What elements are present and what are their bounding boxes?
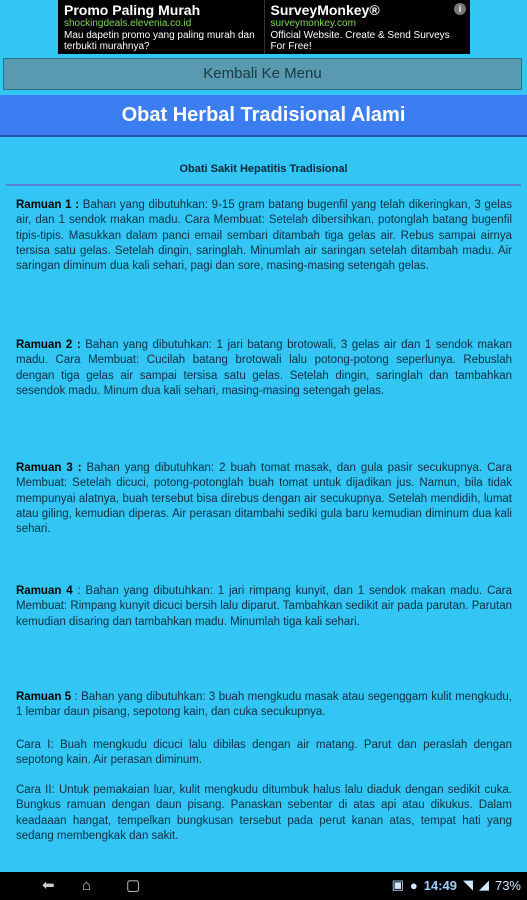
ad-left-url: shockingdeals.elevenia.co.id <box>64 18 192 29</box>
paragraph-label: Ramuan 5 <box>16 691 72 703</box>
paragraph-text: Bahan yang dibutuhkan: 9-15 gram batang bugenfil yang telah dikeringkan, 3 gelas air, dan 1 sendok makan madu. Cara Membuat: Setelah dibersihkan, potonglah batang bugenfil tipis-tipis. Masukkan dalam panci email sembari ditambah tiga gelas air. Rebus sampai airnya tersisa satu gelas. Setelah dingin, saringlah. Minumlah air saringan setelah ditambah madu. Air saringan diminum dua kali sehari, pagi dan sore, masing-masing setengah gelas. <box>16 199 512 273</box>
recents-icon[interactable]: ▢ <box>126 877 141 894</box>
status-area <box>392 877 521 893</box>
system-navigation-bar <box>0 872 527 900</box>
ad-right-url: surveymonkey.com <box>270 18 356 29</box>
article-subtitle: Obati Sakit Hepatitis Tradisional <box>179 163 348 175</box>
battery-level: 73% <box>494 877 521 893</box>
paragraph-ramuan-4 <box>16 584 512 630</box>
paragraph-text: : Bahan yang dibutuhkan: 1 jari rimpang kunyit, dan 1 sendok makan madu. Cara Membuat: Rimpang kunyit dicuci bersih lalu diparut. Tambahkan sedikit air pada parutan. Parutan kemudian disaring dan tambahkan madu. Minumlah tiga kali sehari. <box>16 585 512 628</box>
ad-area <box>0 0 527 54</box>
ad-right[interactable] <box>264 0 471 54</box>
back-arrow-icon[interactable]: ⬅ <box>42 877 55 894</box>
wifi-icon: ◥ <box>462 877 473 892</box>
clock: 14:49 <box>423 877 457 893</box>
paragraph-text: Bahan yang dibutuhkan: 1 jari batang brotowali, 3 gelas air dan 1 sendok makan madu. Cara Membuat: Cucilah batang brotowali lalu potong-potong seperlunya. Rebuslah dengan tiga gelas air sampai tersisa satu gelas. Setelah dingin, saringlah dan tambahkan sesendok madu. Minum dua kali sehari, masing-masing setengah gelas. <box>16 339 512 397</box>
paragraph-label: Ramuan 2 : <box>16 339 81 351</box>
ad-left-title: Promo Paling Murah <box>64 2 201 18</box>
paragraph-ramuan-2 <box>16 338 512 399</box>
paragraph-text: : Bahan yang dibutuhkan: 3 buah mengkudu masak atau segenggam kulit mengkudu, 1 lembar daun pisang, sepotong kain, dan cuka secukupnya. <box>16 691 512 719</box>
camera-icon: ▣ <box>391 877 404 892</box>
ad-left[interactable] <box>58 0 264 54</box>
divider <box>6 184 521 186</box>
paragraph-text: Bahan yang dibutuhkan: 2 buah tomat masak, dan gula pasir secukupnya. Cara Membuat: Setelah dicuci, potong-potonglah buah tomat untuk dijadikan jus. Namun, bila tidak mempunyai alatnya, buah tersebut bisa direbus dengan air secukupnya. Setelah mendidih, lumat atau giling, kemudian diperas. Air perasan ditambahi sediki gula baru kemudian diminum dua kali sehari. <box>16 462 512 536</box>
back-to-menu-button[interactable]: Kembali Ke Menu <box>3 58 522 90</box>
article-content[interactable] <box>0 137 527 872</box>
paragraph-ramuan-3 <box>16 461 512 537</box>
paragraph-cara-1 <box>16 738 512 769</box>
ad-right-title: SurveyMonkey® <box>270 2 380 18</box>
page-title: Obat Herbal Tradisional Alami <box>0 95 527 137</box>
ad-banner[interactable] <box>58 0 470 54</box>
ad-right-text: Official Website. Create & Send Surveys For Free! <box>270 30 450 52</box>
paragraph-cara-2 <box>16 783 512 844</box>
paragraph-label: Ramuan 3 : <box>16 462 82 474</box>
ad-info-icon[interactable]: i <box>454 3 466 15</box>
ad-left-text: Mau dapetin promo yang paling murah dan terbukti murahnya? <box>64 30 255 52</box>
app-icon: ● <box>409 877 418 893</box>
paragraph-text: Cara II: Untuk pemakaian luar, kulit mengkudu ditumbuk halus lalu diaduk dengan sedikit cuka. Bungkus ramuan dengan daun pisang. Panaskan sebentar di atas api atau dikukus. Dalam keadaaan hangat, tempelkan bungkusan tersebut pada perut kanan atas, tempat hati yang sedang membengkak dan sakit. <box>16 784 512 842</box>
signal-icon: ◢ <box>478 877 489 892</box>
paragraph-label: Ramuan 4 <box>16 585 73 597</box>
paragraph-text: Cara I: Buah mengkudu dicuci lalu dibilas dengan air matang. Parut dan peraslah dengan sepotong kain. Air perasan diminum. <box>16 739 512 767</box>
paragraph-ramuan-5 <box>16 690 512 721</box>
home-icon[interactable]: ⌂ <box>82 877 92 894</box>
paragraph-ramuan-1 <box>16 198 512 274</box>
paragraph-label: Ramuan 1 : <box>16 199 80 211</box>
